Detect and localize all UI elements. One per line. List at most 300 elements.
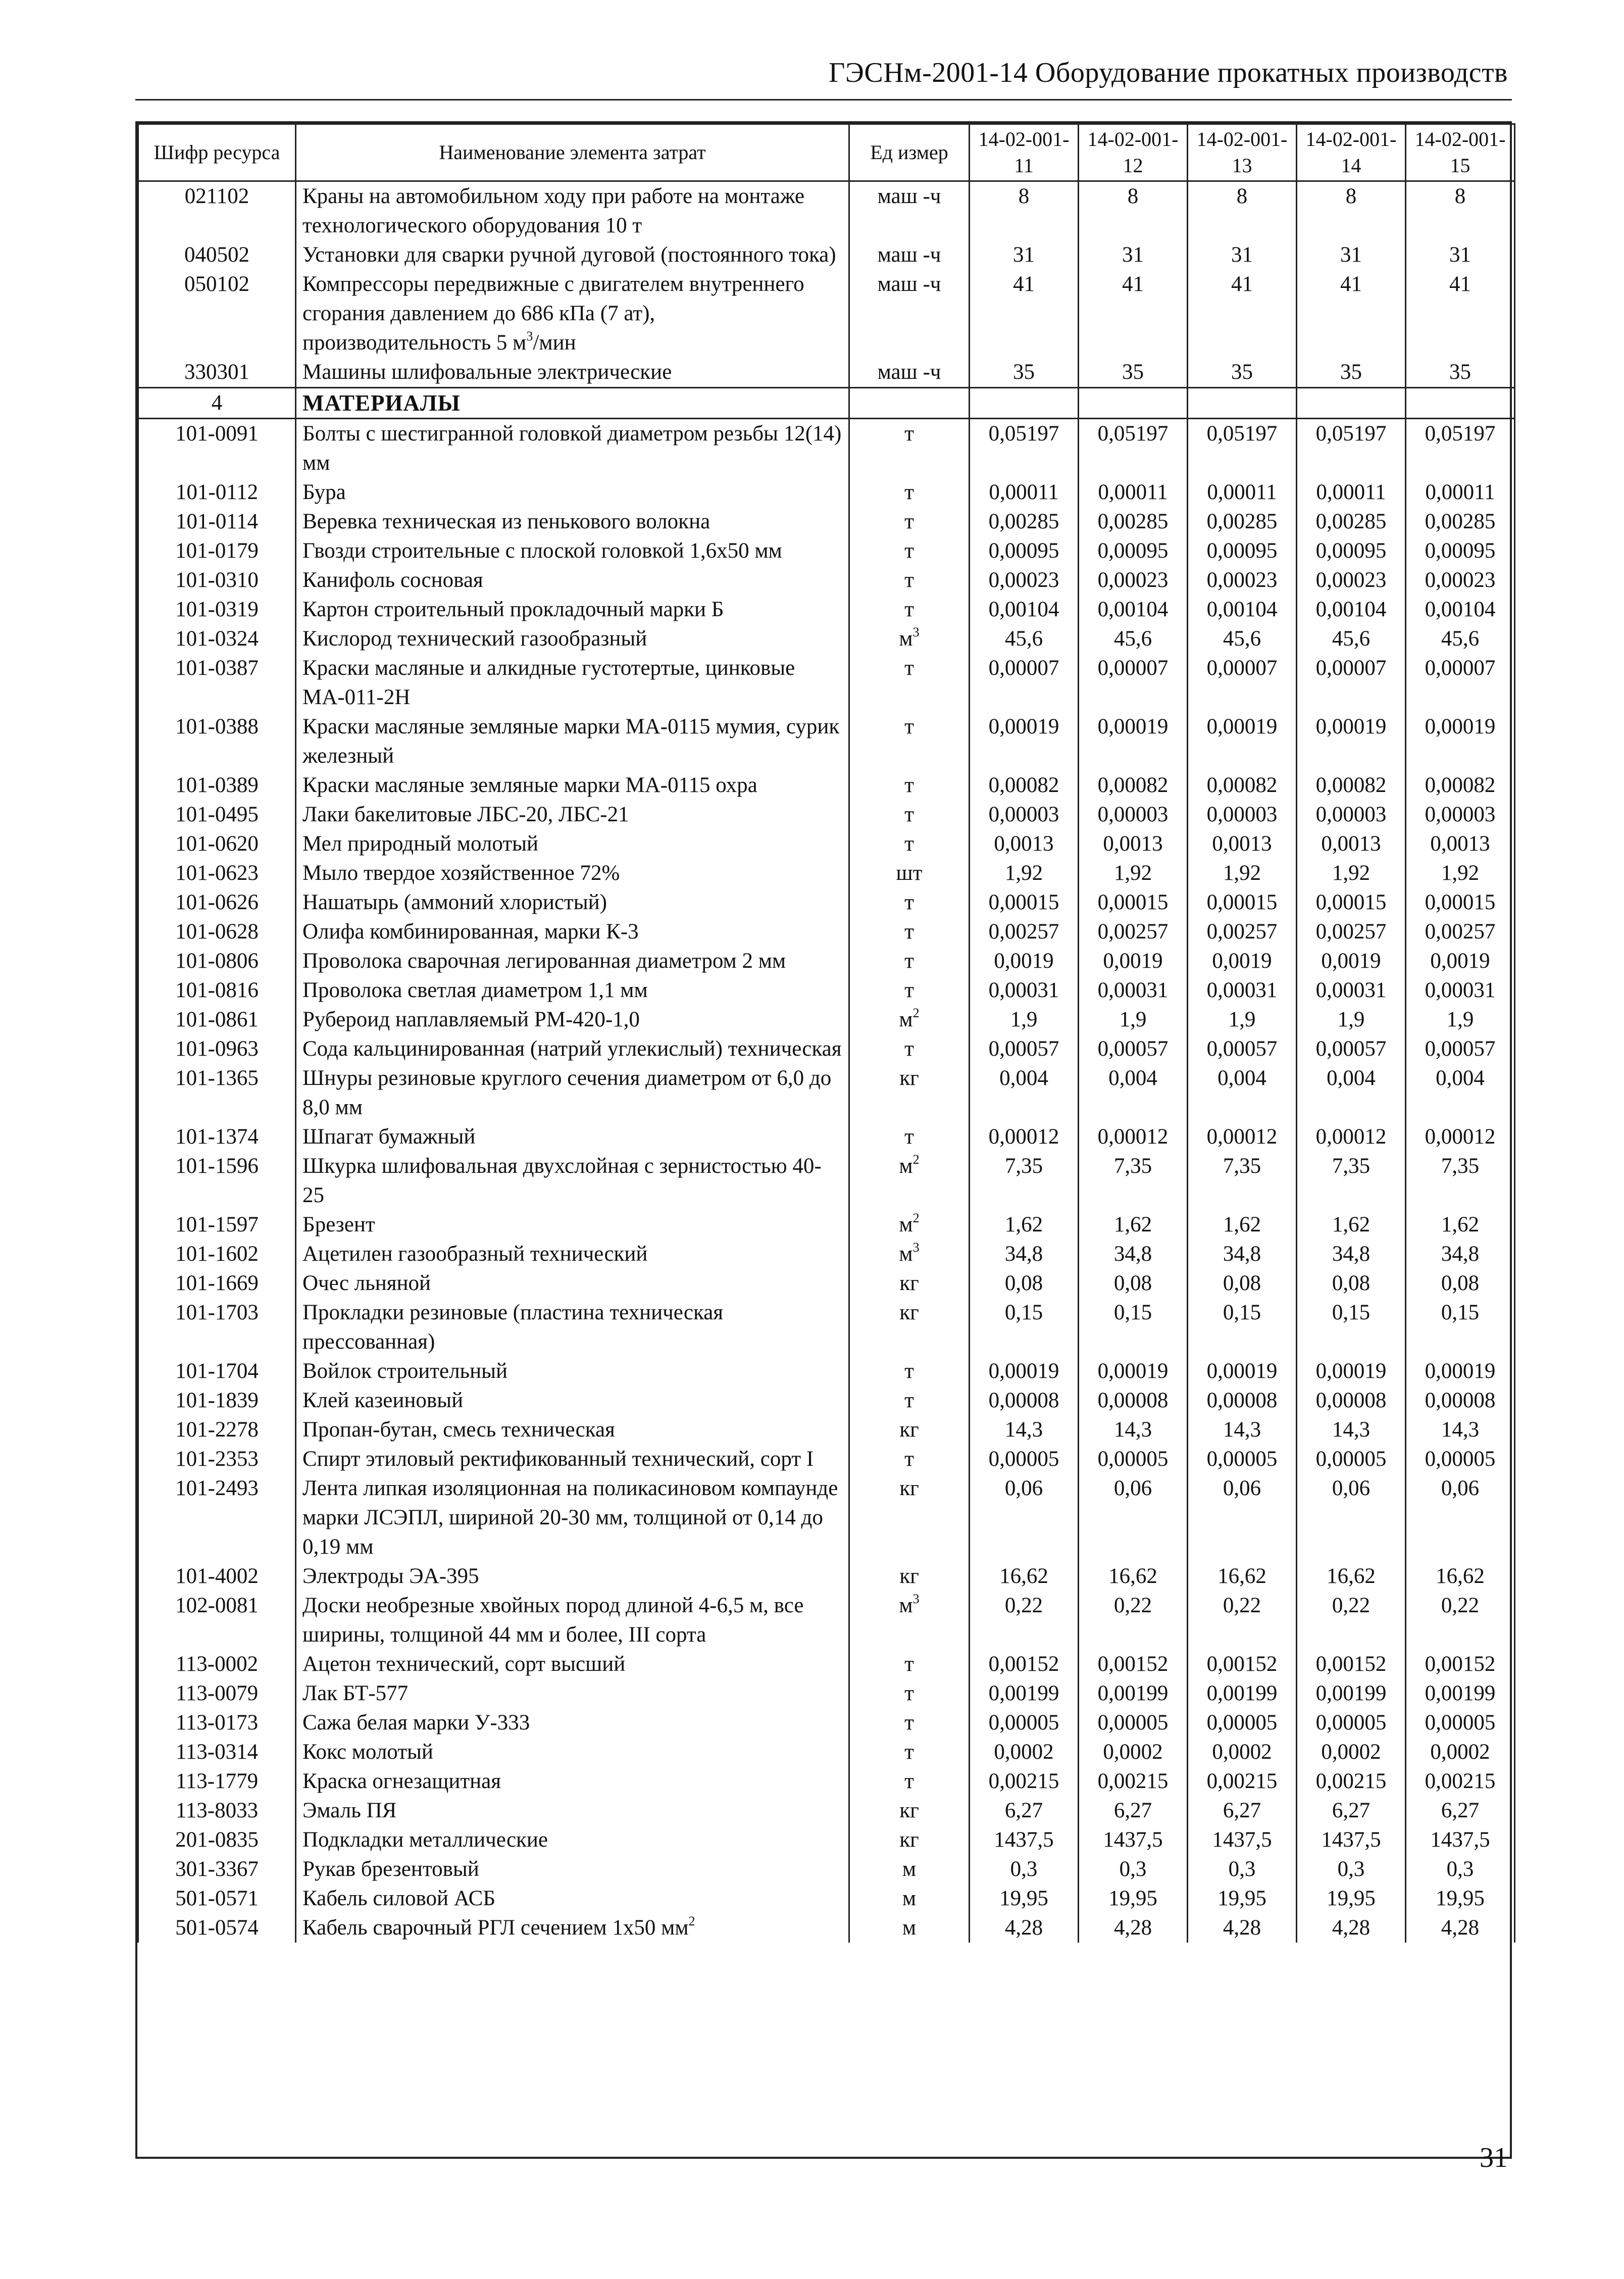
norm-value: 41 (970, 270, 1079, 358)
resource-code: 101-0319 (138, 595, 296, 624)
resource-name: Клей казеиновый (296, 1386, 849, 1415)
resource-unit: т (849, 507, 970, 536)
table-row (138, 1034, 1515, 1064)
norm-value: 0,0019 (1188, 947, 1297, 976)
resource-name: Рубероид наплавляемый РМ-420-1,0 (296, 1005, 849, 1034)
norm-value: 0,0002 (1079, 1738, 1188, 1767)
resource-name: Брезент (296, 1210, 849, 1240)
norm-value: 0,00285 (970, 507, 1079, 536)
norm-value: 0,00019 (1297, 1357, 1406, 1386)
resource-unit: т (849, 1122, 970, 1152)
norm-value: 0,00012 (1079, 1122, 1188, 1152)
resource-code: 501-0571 (138, 1884, 296, 1913)
norm-value: 0,0002 (1406, 1738, 1515, 1767)
norm-value: 1,92 (970, 859, 1079, 888)
norm-value: 0,00012 (1406, 1122, 1515, 1152)
resource-code: 501-0574 (138, 1913, 296, 1943)
table-row (138, 1796, 1515, 1825)
norm-value: 0,3 (1406, 1855, 1515, 1884)
table-row (138, 419, 1515, 478)
resource-name: Кабель силовой АСБ (296, 1884, 849, 1913)
resource-unit: кг (849, 1298, 970, 1357)
resource-unit: $м^2$ (849, 1152, 970, 1210)
table-row (138, 358, 1515, 388)
norm-value: 14,3 (1297, 1415, 1406, 1445)
norm-value: 0,00257 (1188, 917, 1297, 947)
resource-unit: т (849, 566, 970, 595)
resource-name: Канифоль сосновая (296, 566, 849, 595)
resource-unit: т (849, 1386, 970, 1415)
table-row (138, 1445, 1515, 1474)
resource-unit: шт (849, 859, 970, 888)
norm-value: 6,27 (1297, 1796, 1406, 1825)
resource-code: 101-0387 (138, 654, 296, 712)
table-row (138, 1122, 1515, 1152)
table-body (138, 181, 1515, 1943)
norm-value: 8 (1406, 181, 1515, 241)
resource-unit: т (849, 1445, 970, 1474)
norm-value: 0,00005 (1406, 1445, 1515, 1474)
resource-unit: т (849, 888, 970, 917)
header-rule (135, 99, 1512, 101)
norm-value: 0,00104 (1297, 595, 1406, 624)
norm-value: 6,27 (1406, 1796, 1515, 1825)
norm-value: 7,35 (1188, 1152, 1297, 1210)
resource-unit: т (849, 1650, 970, 1679)
resource-code: 113-0314 (138, 1738, 296, 1767)
column-header-norm: 14-02-001-13 (1188, 124, 1297, 181)
norm-value: 34,8 (1406, 1240, 1515, 1269)
resource-name: Бура (296, 478, 849, 507)
table-row (138, 1855, 1515, 1884)
norm-value: 0,00005 (1079, 1445, 1188, 1474)
resource-name: Ацетилен газообразный технический (296, 1240, 849, 1269)
norm-value: 0,00152 (1297, 1650, 1406, 1679)
norm-value: 0,05197 (1406, 419, 1515, 478)
resource-unit: т (849, 419, 970, 478)
resource-name: Краски масляные земляные марки МА-0115 мумия, сурик железный (296, 712, 849, 771)
norm-value: 0,00019 (1188, 712, 1297, 771)
norm-value: 0,00031 (1188, 976, 1297, 1005)
norm-value: 0,00019 (1406, 712, 1515, 771)
norm-value: 0,00082 (1079, 771, 1188, 800)
norm-value: 0,00023 (1406, 566, 1515, 595)
norm-value: 0,00008 (1188, 1386, 1297, 1415)
norm-value: 0,06 (1079, 1474, 1188, 1562)
resource-code: 101-1597 (138, 1210, 296, 1240)
resource-code: 101-2493 (138, 1474, 296, 1562)
norm-value: 0,00199 (970, 1679, 1079, 1708)
norm-value: 1,9 (1079, 1005, 1188, 1034)
resource-name: Шкурка шлифовальная двухслойная с зернистостью 40-25 (296, 1152, 849, 1210)
norm-value: 0,00007 (970, 654, 1079, 712)
resource-unit: $м^2$ (849, 1210, 970, 1240)
norm-value: 0,3 (1188, 1855, 1297, 1884)
norm-value: 0,0013 (1297, 829, 1406, 859)
norm-value: 0,00023 (1079, 566, 1188, 595)
norm-value: 0,00012 (1297, 1122, 1406, 1152)
resource-code: 113-0173 (138, 1708, 296, 1738)
norm-value: 1,62 (1297, 1210, 1406, 1240)
norm-value: 0,0013 (1079, 829, 1188, 859)
norm-value: 1,62 (970, 1210, 1079, 1240)
norm-value: 0,00007 (1406, 654, 1515, 712)
norm-value: 0,00215 (1297, 1767, 1406, 1796)
norm-value: 0,00015 (1188, 888, 1297, 917)
norm-value: 4,28 (1188, 1913, 1297, 1943)
resource-name: Мыло твердое хозяйственное 72% (296, 859, 849, 888)
norm-value: 35 (1297, 358, 1406, 388)
table-row (138, 270, 1515, 358)
resource-unit: кг (849, 1796, 970, 1825)
resource-unit: маш -ч (849, 240, 970, 270)
resource-unit: т (849, 1034, 970, 1064)
resource-name: Краны на автомобильном ходу при работе на монтаже технологического оборудования 10 т (296, 181, 849, 241)
norm-value: 8 (1188, 181, 1297, 241)
norm-value: 1437,5 (1079, 1825, 1188, 1855)
norm-value: 0,00285 (1406, 507, 1515, 536)
resource-code: 101-0388 (138, 712, 296, 771)
table-row (138, 1005, 1515, 1034)
resource-name: Лаки бакелитовые ЛБС-20, ЛБС-21 (296, 800, 849, 829)
table-row (138, 1591, 1515, 1650)
table-row (138, 1679, 1515, 1708)
resource-unit: т (849, 1357, 970, 1386)
norm-value: 0,00019 (1188, 1357, 1297, 1386)
table-row (138, 1738, 1515, 1767)
norm-value: 0,00095 (970, 536, 1079, 566)
norm-value: 45,6 (1079, 624, 1188, 654)
norm-value: 0,00005 (1079, 1708, 1188, 1738)
norm-value: 0,00007 (1079, 654, 1188, 712)
norm-value: 0,00104 (1079, 595, 1188, 624)
resource-name: Пропан-бутан, смесь техническая (296, 1415, 849, 1445)
resource-unit: т (849, 478, 970, 507)
norm-value: 34,8 (970, 1240, 1079, 1269)
norm-value: 0,0019 (1406, 947, 1515, 976)
norm-value: 0,22 (1297, 1591, 1406, 1650)
norm-value: 35 (1079, 358, 1188, 388)
resource-code: 101-2278 (138, 1415, 296, 1445)
table-row (138, 829, 1515, 859)
norm-value: 16,62 (1406, 1562, 1515, 1591)
resource-unit: $м^3$ (849, 624, 970, 654)
resource-code: 101-1704 (138, 1357, 296, 1386)
norm-value: 0,0013 (970, 829, 1079, 859)
norm-value: 0,00285 (1297, 507, 1406, 536)
norm-value (1406, 388, 1515, 419)
norm-value: 0,00057 (1406, 1034, 1515, 1064)
resource-name: Краски масляные и алкидные густотертые, цинковые МА-011-2Н (296, 654, 849, 712)
table-row (138, 536, 1515, 566)
norm-value: 0,0002 (970, 1738, 1079, 1767)
norm-value: 16,62 (1297, 1562, 1406, 1591)
norm-value: 0,00019 (1297, 712, 1406, 771)
norm-value: 0,004 (970, 1064, 1079, 1122)
table-row (138, 771, 1515, 800)
norm-value: 34,8 (1079, 1240, 1188, 1269)
norm-value: 0,00215 (1406, 1767, 1515, 1796)
resource-code: 101-0623 (138, 859, 296, 888)
resource-name: Машины шлифовальные электрические (296, 358, 849, 388)
resource-name: Эмаль ПЯ (296, 1796, 849, 1825)
resource-code: 101-1703 (138, 1298, 296, 1357)
norm-value: 1,92 (1188, 859, 1297, 888)
norm-value: 19,95 (1079, 1884, 1188, 1913)
norm-value: 0,00199 (1297, 1679, 1406, 1708)
norm-value: 0,00023 (970, 566, 1079, 595)
resource-name: Электроды ЭА-395 (296, 1562, 849, 1591)
table-row (138, 1064, 1515, 1122)
norm-value: 0,00019 (1079, 1357, 1188, 1386)
norm-value: 0,00215 (1188, 1767, 1297, 1796)
norm-value (970, 388, 1079, 419)
resource-unit: маш -ч (849, 270, 970, 358)
table-row (138, 1240, 1515, 1269)
norm-value: 35 (1406, 358, 1515, 388)
resource-code: 101-0179 (138, 536, 296, 566)
norm-value: 0,22 (1079, 1591, 1188, 1650)
resource-code: 101-0310 (138, 566, 296, 595)
resource-unit: т (849, 917, 970, 947)
norm-value: 0,15 (970, 1298, 1079, 1357)
norm-value: 1437,5 (970, 1825, 1079, 1855)
norm-value: 7,35 (1297, 1152, 1406, 1210)
resource-name: Краска огнезащитная (296, 1767, 849, 1796)
norm-value: 0,00152 (970, 1650, 1079, 1679)
norm-value: 4,28 (1297, 1913, 1406, 1943)
norm-value: 0,00285 (1079, 507, 1188, 536)
norm-value: 1437,5 (1297, 1825, 1406, 1855)
resource-unit: т (849, 654, 970, 712)
norm-value: 8 (970, 181, 1079, 241)
norm-value: 1,9 (1406, 1005, 1515, 1034)
table-row (138, 712, 1515, 771)
resource-unit: кг (849, 1415, 970, 1445)
norm-value: 0,00257 (1079, 917, 1188, 947)
norm-value: 0,00104 (1406, 595, 1515, 624)
resource-name: Подкладки металлические (296, 1825, 849, 1855)
resource-name: Нашатырь (аммоний хлористый) (296, 888, 849, 917)
norm-value: 0,004 (1297, 1064, 1406, 1122)
norm-value: 0,00005 (970, 1445, 1079, 1474)
norm-value: 0,00003 (1188, 800, 1297, 829)
resource-name: Гвозди строительные с плоской головкой 1,6х50 мм (296, 536, 849, 566)
norm-value: 0,00082 (1297, 771, 1406, 800)
norm-value: 0,22 (1188, 1591, 1297, 1650)
table-row (138, 1825, 1515, 1855)
resource-code: 101-0628 (138, 917, 296, 947)
resource-code: 113-0079 (138, 1679, 296, 1708)
norm-value: 0,0002 (1188, 1738, 1297, 1767)
table-row (138, 800, 1515, 829)
norm-value: 0,00082 (970, 771, 1079, 800)
norm-value: 0,00008 (1297, 1386, 1406, 1415)
norm-value: 0,00257 (1406, 917, 1515, 947)
column-header-name: Наименование элемента затрат (296, 124, 849, 181)
resource-name: Очес льняной (296, 1269, 849, 1298)
norm-value: 0,00152 (1079, 1650, 1188, 1679)
norm-value: 0,00095 (1079, 536, 1188, 566)
norm-value: 14,3 (1188, 1415, 1297, 1445)
norm-value: 34,8 (1188, 1240, 1297, 1269)
norm-value: 0,00215 (970, 1767, 1079, 1796)
norm-value: 0,00057 (1297, 1034, 1406, 1064)
norm-value: 1,92 (1079, 859, 1188, 888)
table-header-row (138, 124, 1515, 181)
table-row (138, 654, 1515, 712)
resource-unit: $м^3$ (849, 1240, 970, 1269)
resource-code: 201-0835 (138, 1825, 296, 1855)
norm-value: 0,06 (1297, 1474, 1406, 1562)
resource-unit: т (849, 1708, 970, 1738)
norm-value: 0,00005 (1188, 1708, 1297, 1738)
norm-value: 41 (1079, 270, 1188, 358)
norm-value: 0,00019 (1406, 1357, 1515, 1386)
norm-value: 0,0013 (1406, 829, 1515, 859)
table-row (138, 1913, 1515, 1943)
norm-value: 0,22 (970, 1591, 1079, 1650)
norm-value: 19,95 (1297, 1884, 1406, 1913)
norm-value: 0,00005 (970, 1708, 1079, 1738)
norm-value: 0,00031 (970, 976, 1079, 1005)
norm-value: 0,00215 (1079, 1767, 1188, 1796)
resource-code: 101-0114 (138, 507, 296, 536)
resource-name: Лак БТ-577 (296, 1679, 849, 1708)
table-row (138, 1884, 1515, 1913)
resource-name: Кабель сварочный РГЛ сечением 1х50 $мм^2$ (296, 1913, 849, 1943)
norm-value: 0,0019 (1079, 947, 1188, 976)
norm-value: 0,00023 (1188, 566, 1297, 595)
norm-value: 0,00011 (1297, 478, 1406, 507)
norm-value: 0,00057 (1079, 1034, 1188, 1064)
norm-value: 0,00031 (1297, 976, 1406, 1005)
norm-value (1079, 388, 1188, 419)
resource-name: Веревка техническая из пенькового волокна (296, 507, 849, 536)
norm-value: 1437,5 (1406, 1825, 1515, 1855)
norm-value: 0,00005 (1297, 1708, 1406, 1738)
resource-name: Олифа комбинированная, марки К-3 (296, 917, 849, 947)
norm-value: 31 (1406, 240, 1515, 270)
resource-name: Кокс молотый (296, 1738, 849, 1767)
resource-name: Картон строительный прокладочный марки Б (296, 595, 849, 624)
resource-code: 101-0091 (138, 419, 296, 478)
resource-table (137, 123, 1515, 1943)
norm-value: 1,9 (970, 1005, 1079, 1034)
column-header-unit: Ед измер (849, 124, 970, 181)
resource-code: 101-1839 (138, 1386, 296, 1415)
resource-code: 301-3367 (138, 1855, 296, 1884)
resource-name: Войлок строительный (296, 1357, 849, 1386)
norm-value: 0,00199 (1188, 1679, 1297, 1708)
resource-name: МАТЕРИАЛЫ (296, 388, 849, 419)
norm-value: 34,8 (1297, 1240, 1406, 1269)
norm-value: 7,35 (1406, 1152, 1515, 1210)
norm-value: 41 (1188, 270, 1297, 358)
resource-code: 101-0620 (138, 829, 296, 859)
resource-code: 113-1779 (138, 1767, 296, 1796)
norm-value (1297, 388, 1406, 419)
norm-value: 14,3 (970, 1415, 1079, 1445)
norm-value: 19,95 (970, 1884, 1079, 1913)
resource-name: Шнуры резиновые круглого сечения диаметром от 6,0 до 8,0 мм (296, 1064, 849, 1122)
resource-code: 101-1669 (138, 1269, 296, 1298)
norm-value: 41 (1297, 270, 1406, 358)
table-row (138, 1210, 1515, 1240)
norm-value: 0,00011 (1188, 478, 1297, 507)
norm-value: 0,00011 (970, 478, 1079, 507)
resource-name: Шпагат бумажный (296, 1122, 849, 1152)
table-row (138, 917, 1515, 947)
norm-value: 0,00015 (1406, 888, 1515, 917)
resource-code: 101-0495 (138, 800, 296, 829)
resource-unit: т (849, 1738, 970, 1767)
norm-value: 0,05197 (1188, 419, 1297, 478)
norm-value: 0,06 (970, 1474, 1079, 1562)
table-row (138, 976, 1515, 1005)
column-header-code: Шифр ресурса (138, 124, 296, 181)
resource-code: 101-4002 (138, 1562, 296, 1591)
resource-code: 101-1596 (138, 1152, 296, 1210)
norm-value: 0,00019 (970, 1357, 1079, 1386)
norm-value: 45,6 (970, 624, 1079, 654)
table-row (138, 624, 1515, 654)
column-header-norm: 14-02-001-11 (970, 124, 1079, 181)
norm-value: 0,00199 (1079, 1679, 1188, 1708)
norm-value: 0,004 (1188, 1064, 1297, 1122)
resource-code: 101-0963 (138, 1034, 296, 1064)
resource-name: Краски масляные земляные марки МА-0115 охра (296, 771, 849, 800)
table-row (138, 181, 1515, 241)
table-row (138, 1357, 1515, 1386)
norm-value: 1,92 (1406, 859, 1515, 888)
resource-unit (849, 388, 970, 419)
norm-value: 0,00003 (1406, 800, 1515, 829)
resource-code: 101-1602 (138, 1240, 296, 1269)
norm-value: 8 (1297, 181, 1406, 241)
table-row (138, 1767, 1515, 1796)
resource-unit: кг (849, 1562, 970, 1591)
resource-name: Спирт этиловый ректификованный технический, сорт I (296, 1445, 849, 1474)
page-number: 31 (1480, 2142, 1508, 2173)
norm-value: 1,62 (1188, 1210, 1297, 1240)
table-row (138, 1650, 1515, 1679)
norm-value: 41 (1406, 270, 1515, 358)
norm-value: 0,004 (1406, 1064, 1515, 1122)
norm-value: 45,6 (1406, 624, 1515, 654)
norm-value: 0,00082 (1406, 771, 1515, 800)
norm-value: 0,00011 (1079, 478, 1188, 507)
norm-value: 31 (1297, 240, 1406, 270)
table-row (138, 1562, 1515, 1591)
page-header: ГЭСНм-2001-14 Оборудование прокатных производств (829, 57, 1508, 88)
resource-unit: т (849, 536, 970, 566)
norm-value: 0,00012 (1188, 1122, 1297, 1152)
norm-value: 0,00003 (970, 800, 1079, 829)
resource-name: Болты с шестигранной головкой диаметром резьбы 12(14) мм (296, 419, 849, 478)
norm-value: 6,27 (970, 1796, 1079, 1825)
norm-value: 0,00007 (1188, 654, 1297, 712)
norm-value: 0,08 (1297, 1269, 1406, 1298)
norm-value: 0,00005 (1297, 1445, 1406, 1474)
table-row (138, 859, 1515, 888)
norm-value: 1437,5 (1188, 1825, 1297, 1855)
resource-unit: м (849, 1913, 970, 1943)
resource-code: 101-0389 (138, 771, 296, 800)
norm-value: 0,05197 (1079, 419, 1188, 478)
norm-value: 0,00285 (1188, 507, 1297, 536)
resource-name: Сода кальцинированная (натрий углекислый) техническая (296, 1034, 849, 1064)
